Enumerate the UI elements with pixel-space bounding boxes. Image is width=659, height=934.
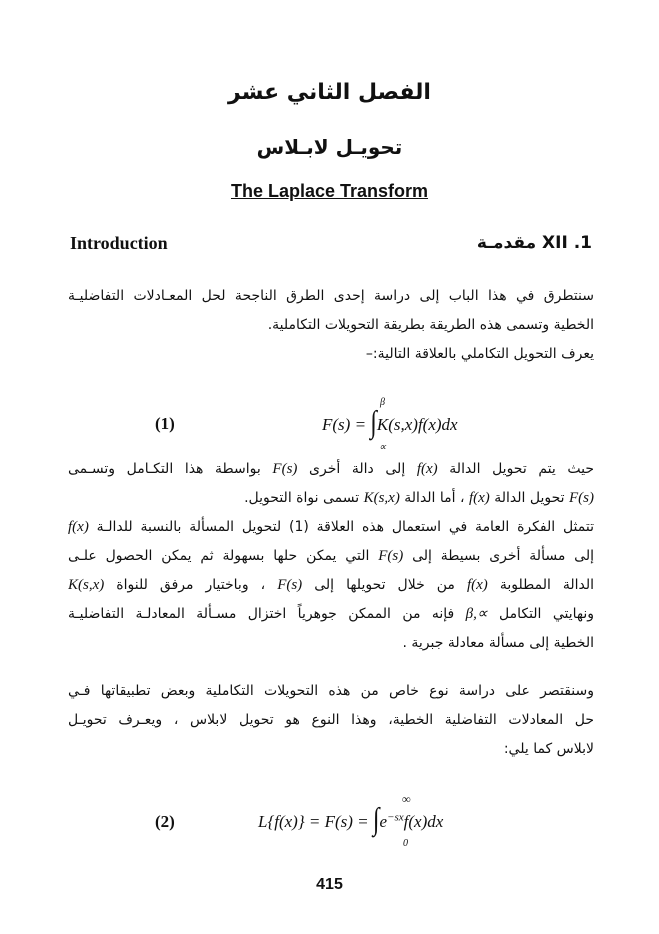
equation-2-base: e — [379, 812, 388, 831]
intro-line: سنتطرق في هذا الباب إلى دراسة إحدى الطرق الناجحة لحل المعـادلات التفاضليـة — [68, 288, 594, 304]
text: تسمى نواة التحويل. — [244, 490, 360, 506]
equation-2-number: (2) — [155, 812, 175, 831]
equation-1-upper-limit: β — [380, 397, 385, 408]
idea-line: الخطية إلى مسألة معادلة جبرية . — [402, 635, 594, 651]
text: الدالة المطلوبة — [499, 577, 594, 593]
equation-1-lower-limit: ∝ — [379, 442, 387, 453]
equation-1-number: (1) — [155, 414, 175, 433]
math-expression: F(s) — [569, 490, 594, 506]
definition-line — [68, 455, 594, 484]
text: تحويل الدالة — [494, 490, 565, 506]
idea-line — [68, 542, 594, 571]
math-expression: f(x) — [68, 519, 89, 535]
text: ونهايتي التكامل — [498, 606, 594, 622]
chapter-title: الفصل الثاني عشر — [228, 80, 431, 105]
math-expression: F(s) — [277, 577, 303, 593]
laplace-intro-paragraph — [68, 677, 594, 764]
text: حيث يتم تحويل الدالة — [449, 461, 594, 477]
laplace-intro-line: حل المعادلات التفاضلية الخطية، وهذا النوع هو تحويل لابلاس ، ويعـرف تحويـل — [68, 712, 594, 728]
definition-paragraph — [68, 455, 594, 513]
intro-line: يعرف التحويل التكاملي بالعلاقة التالية:– — [365, 346, 594, 362]
math-expression: F(s) — [272, 461, 298, 477]
math-expression: f(x) — [466, 577, 488, 593]
text: تتمثل الفكرة العامة في استعمال هذه العلاقة (1) لتحويل المسألة بالنسبة للدالـة — [96, 519, 594, 535]
math-expression: F(s) — [378, 548, 404, 564]
chapter-subtitle: تحويـل لابـلاس — [256, 135, 403, 159]
math-expression: f(x) — [416, 461, 438, 477]
equation-2-exponent: −sx — [387, 811, 404, 824]
equation-1-lhs: F(s) = — [322, 415, 371, 434]
idea-line — [68, 571, 594, 600]
equation-2 — [258, 802, 444, 837]
text: إلى مسألة أخرى بسيطة إلى — [412, 548, 594, 564]
text: إلى دالة أخرى — [309, 461, 406, 477]
text: ، وباختيار مرفق للنواة — [116, 577, 266, 593]
math-expression: K(s,x) — [68, 577, 105, 593]
laplace-intro-line: لابلاس كما يلي: — [503, 741, 594, 757]
definition-line — [68, 484, 594, 513]
section-heading — [70, 233, 592, 259]
equation-2-lhs: L{f(x)} = F(s) = — [258, 812, 373, 831]
integral-sign-icon: ∫ — [372, 802, 380, 837]
intro-paragraph — [68, 282, 594, 369]
math-expression: β,∝ — [465, 606, 488, 622]
page-number: 415 — [316, 876, 343, 893]
idea-line — [68, 600, 594, 629]
integral-sign-icon: ∫ — [370, 405, 377, 440]
laplace-intro-line: وسنقتصر على دراسة نوع خاص من هذه التحويلات التكاملية وبعض تطبيقاتها فـي — [68, 683, 594, 699]
intro-line: الخطية وتسمى هذه الطريقة بطريقة التحويلات التكاملية. — [267, 317, 594, 333]
math-expression: K(s,x) — [363, 490, 400, 506]
text: ، أما الدالة — [404, 490, 465, 506]
idea-paragraph — [68, 513, 594, 658]
equation-2-lower-limit: 0 — [403, 838, 408, 849]
text: من خلال تحويلها إلى — [314, 577, 455, 593]
equation-2-body: f(x)dx — [403, 812, 444, 831]
text: بواسطة هذا التكـامل وتسـمى — [68, 461, 261, 477]
equation-1 — [322, 405, 458, 440]
section-label-en: Introduction — [70, 233, 168, 253]
text: التي يمكن حلها بسهولة ثم يمكن الحصول علـى — [68, 548, 370, 564]
section-label-ar: XII .1 مقدمـة — [476, 233, 592, 253]
idea-line — [68, 513, 594, 542]
text: فإنه من الممكن جوهرياً اختزال مسـألة المعادلـة التفاضليـة — [68, 606, 455, 622]
equation-1-body: K(s,x)f(x)dx — [376, 415, 458, 434]
equation-2-upper-limit: ∞ — [402, 792, 411, 806]
english-title: The Laplace Transform — [230, 181, 429, 201]
math-expression: f(x) — [468, 490, 490, 506]
